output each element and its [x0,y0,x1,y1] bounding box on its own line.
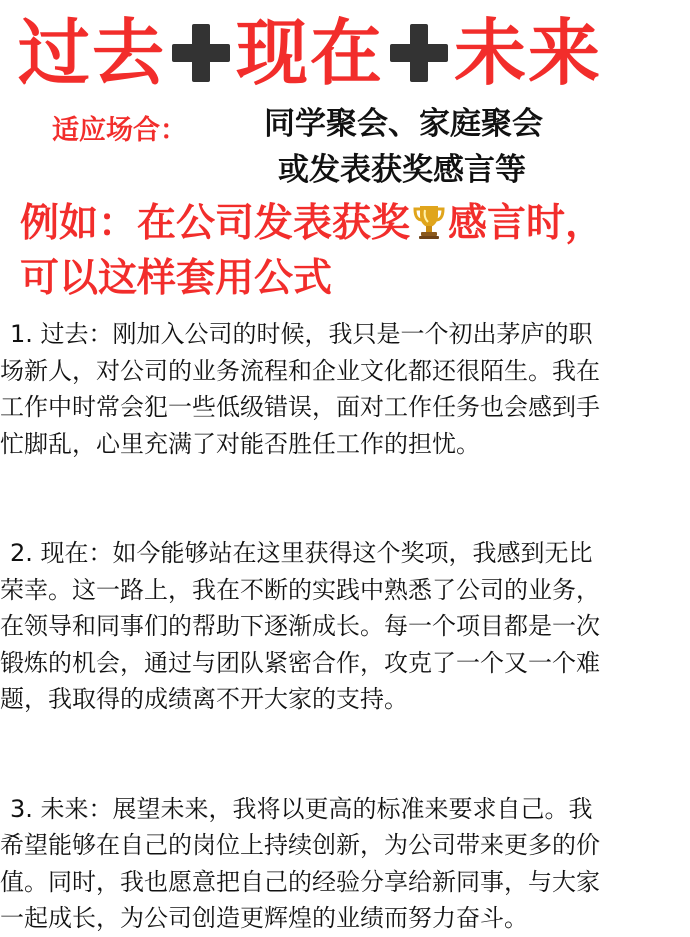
title-word-past: 过去 [18,11,167,95]
example-line-1 [20,196,680,251]
occasion-section [52,98,672,186]
example-line-2: 可以这样套用公式 [20,256,333,301]
future-line-3: 值。同时，我也愿意把自己的经验分享给新同事，与大家 [0,867,600,896]
present-line-4: 锻炼的机会，通过与团队紧密合作，攻克了一个又一个难 [0,648,600,677]
future-line-2: 希望能够在自己的岗位上持续创新，为公司带来更多的价 [0,831,600,859]
occasion-line-2: 或发表获奖感言等 [278,152,526,188]
title-word-future: 未来 [454,11,603,95]
future-line-1: 3. 未来：展望未来，我将以更高的标准来要求自己。我 [10,794,593,823]
speech-content [0,316,690,937]
trophy-icon [412,202,446,240]
example-line-1-start: 例如：在公司发表获奖 [20,201,411,246]
past-line-3: 工作中时常会犯一些低级错误，面对工作任务也会感到手 [0,393,600,421]
present-line-2: 荣幸。这一路上，我在不断的实践中熟悉了公司的业务， [0,575,600,604]
future-section [0,791,690,937]
past-section [0,316,690,462]
plus-icon [172,24,230,82]
present-line-5: 题，我取得的成绩离不开大家的支持。 [0,685,408,713]
occasion-label: 适应场合： [52,115,187,146]
plus-icon [390,24,448,82]
title-word-present: 现在 [236,11,385,95]
present-section [0,535,690,718]
past-line-2: 场新人，对公司的业务流程和企业文化都还很陌生。我在 [0,356,600,385]
past-line-4: 忙脚乱，心里充满了对能否胜任工作的担忧。 [0,429,480,458]
present-line-3: 在领导和同事们的帮助下逐渐成长。每一个项目都是一次 [0,612,600,640]
example-heading [20,196,680,306]
future-line-4: 一起成长，为公司创造更辉煌的业绩而努力奋斗。 [0,904,528,932]
occasion-line-1: 同学聚会、家庭聚会 [264,106,543,142]
example-line-1-end: 感言时， [448,201,605,246]
present-line-1: 2. 现在：如今能够站在这里获得这个奖项，我感到无比 [10,539,593,567]
formula-title [18,10,678,96]
past-line-1: 1. 过去：刚加入公司的时候，我只是一个初出茅庐的职 [10,320,593,348]
